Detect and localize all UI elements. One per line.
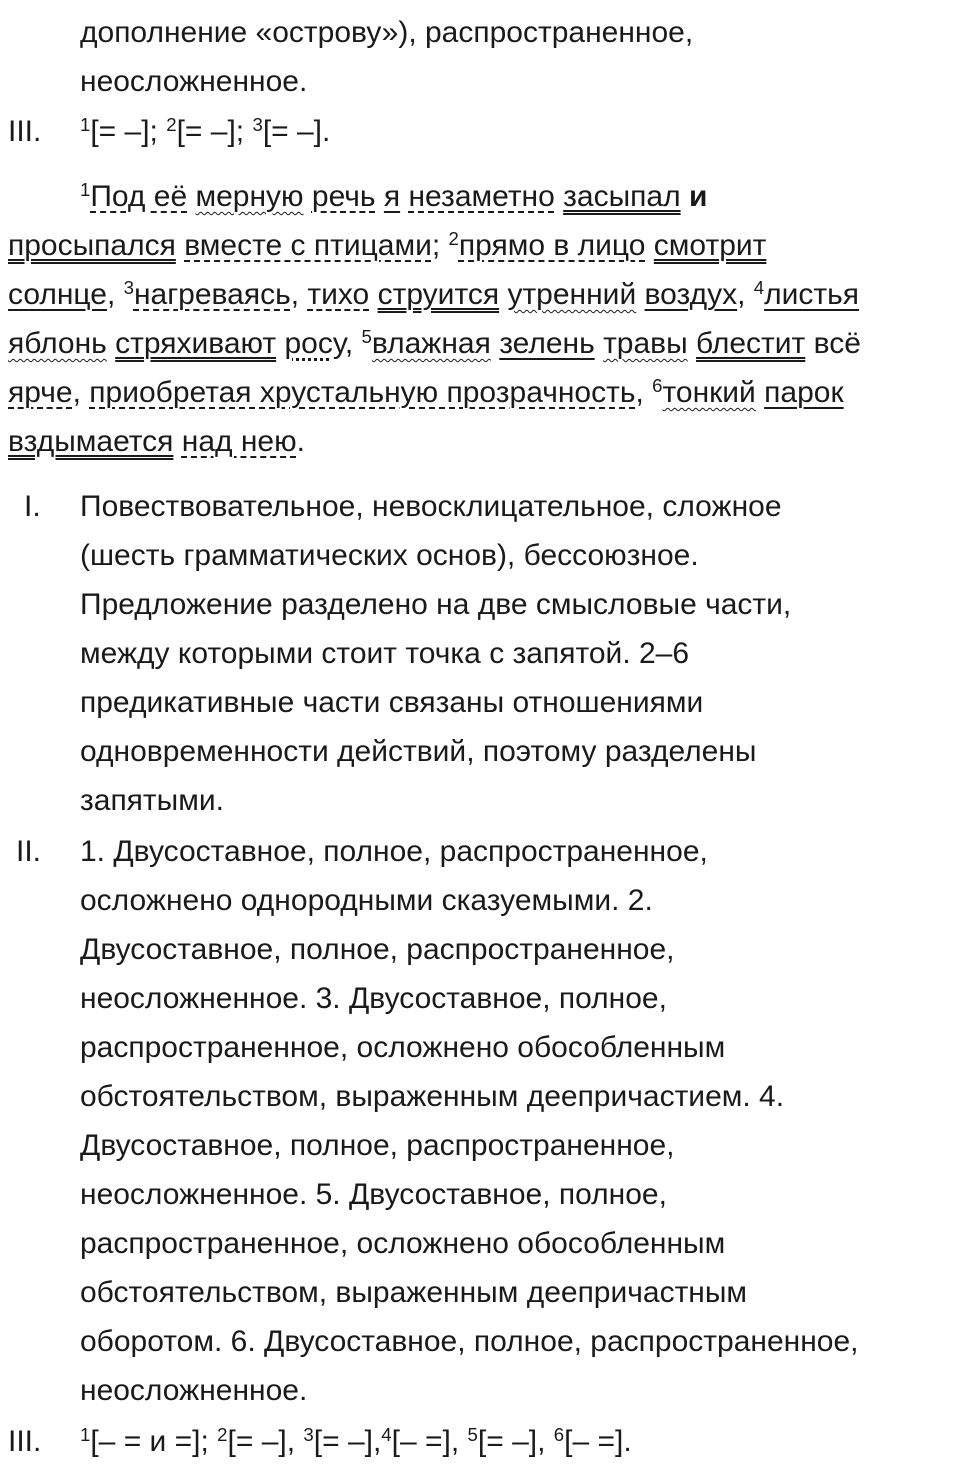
part-number: 3: [123, 276, 134, 298]
schema-part: [= –],: [227, 1425, 304, 1458]
text-line: 1. Двусоставное, полное, распространенное,: [80, 835, 708, 868]
text-line: между которыми стоит точка с запятой. 2–6: [80, 637, 690, 670]
text-line: предикативные части связаны отношениями: [80, 686, 704, 719]
predicate-word: вздымается: [8, 425, 174, 458]
section-iii-schema: [80, 1423, 632, 1458]
predicate-word: смотрит: [653, 229, 767, 262]
sentence-line: [80, 178, 708, 213]
text-line: одновременности действий, поэтому разделены: [80, 735, 757, 768]
text-line: обстоятельством, выраженным деепричастием. 4.: [80, 1080, 785, 1113]
sentence-line: [8, 374, 844, 409]
adverbial-word: приобретая хрустальную прозрачность: [89, 376, 636, 409]
sentence-line: [8, 427, 305, 457]
adverbial-word: прямо в лицо: [458, 229, 646, 262]
schema-part: [– =],: [391, 1425, 468, 1458]
text-line: Двусоставное, полное, распространенное,: [80, 1129, 675, 1162]
subject-word: я: [383, 180, 401, 213]
adverbial-word: нагреваясь: [133, 278, 291, 311]
schema-sup: 5: [467, 1423, 478, 1445]
intro-line: неосложненное.: [80, 65, 308, 98]
part-number: 1: [80, 178, 91, 200]
adverbial-word: вместе с птицами: [184, 229, 432, 262]
adverbial-word: речь: [311, 180, 376, 213]
attribute-word: яблонь: [8, 327, 107, 360]
punctuation: ,: [635, 376, 653, 409]
plain-word: всё: [813, 327, 861, 360]
section-iii-numeral: III.: [8, 1425, 42, 1458]
section-i-numeral: I.: [24, 490, 41, 523]
schema-part: [– =].: [564, 1425, 632, 1458]
attribute-word: утренний: [507, 278, 637, 311]
subject-word: зелень: [499, 327, 595, 360]
attribute-word: тонкий: [662, 376, 756, 409]
attribute-word: влажная: [371, 327, 491, 360]
text-line: осложнено однородными сказуемыми. 2.: [80, 884, 653, 917]
text-line: Двусоставное, полное, распространенное,: [80, 933, 675, 966]
part-number: 2: [448, 227, 459, 249]
adverbial-word: незаметно: [408, 180, 555, 213]
schema-sup: 3: [303, 1423, 314, 1445]
text-line: неосложненное. 5. Двусоставное, полное,: [80, 1178, 667, 1211]
part-number: 5: [361, 325, 372, 347]
punctuation: ,: [72, 376, 90, 409]
subject-word: солнце: [8, 278, 107, 311]
schema-part: [= –];: [90, 115, 167, 148]
punctuation: ,: [106, 278, 124, 311]
predicate-word: просыпался: [8, 229, 176, 262]
sentence-line: [8, 276, 860, 311]
punctuation: ,: [290, 278, 308, 311]
attribute-word: травы: [603, 327, 688, 360]
schema-top: [80, 113, 331, 148]
text-line: Предложение разделено на две смысловые части,: [80, 588, 792, 621]
conjunction: и: [688, 180, 708, 213]
schema-sup: 1: [80, 1423, 91, 1445]
predicate-word: стряхивают: [115, 327, 277, 360]
adverbial-word: тихо: [307, 278, 370, 311]
sentence-line: [8, 227, 767, 262]
attribute-word: мерную: [195, 180, 304, 213]
schema-sup: 6: [553, 1423, 565, 1445]
predicate-word: струится: [377, 278, 500, 311]
subject-word: парок: [764, 376, 844, 409]
text-line: распространенное, осложнено обособленным: [80, 1227, 726, 1260]
intro-line: дополнение «острову»), распространенное,: [80, 16, 694, 49]
schema-sup: 4: [381, 1423, 392, 1445]
text-line: неосложненное.: [80, 1374, 308, 1407]
predicate-word: засыпал: [563, 180, 681, 213]
sentence-line: [8, 325, 861, 360]
schema-part: [= –];: [176, 115, 253, 148]
predicate-word: блестит: [696, 327, 806, 360]
object-word: росу: [284, 327, 345, 360]
section-ii-numeral: II.: [16, 835, 42, 868]
text-line: запятыми.: [80, 784, 224, 817]
text-line: (шесть грамматических основ), бессоюзное.: [80, 539, 699, 572]
text-line: Повествовательное, невосклицательное, сложное: [80, 490, 782, 523]
schema-part: [= –].: [262, 115, 331, 148]
text-line: оборотом. 6. Двусоставное, полное, распространенное,: [80, 1325, 859, 1358]
schema-part: [= –],: [313, 1425, 382, 1458]
adverbial-word: над нею: [181, 425, 297, 458]
punctuation: .: [296, 425, 305, 458]
schema-top-numeral: III.: [8, 115, 42, 148]
punctuation: ,: [737, 278, 754, 311]
schema-sup: 3: [252, 113, 263, 135]
subject-word: воздух: [644, 278, 738, 311]
text-line: обстоятельством, выраженным деепричастным: [80, 1276, 748, 1309]
adverbial-word: ярче: [8, 376, 73, 409]
text-line: неосложненное. 3. Двусоставное, полное,: [80, 982, 667, 1015]
schema-sup: 2: [217, 1423, 228, 1445]
text-line: распространенное, осложнено обособленным: [80, 1031, 726, 1064]
part-number: 6: [652, 374, 663, 396]
schema-sup: 1: [80, 113, 91, 135]
punctuation: ,: [344, 327, 362, 360]
schema-sup: 2: [166, 113, 177, 135]
schema-part: [– = и =];: [90, 1425, 218, 1458]
subject-word: листья: [764, 278, 860, 311]
punctuation: ;: [431, 229, 449, 262]
part-number: 4: [753, 276, 765, 298]
schema-part: [= –],: [477, 1425, 554, 1458]
adverbial-word: Под её: [90, 180, 188, 213]
